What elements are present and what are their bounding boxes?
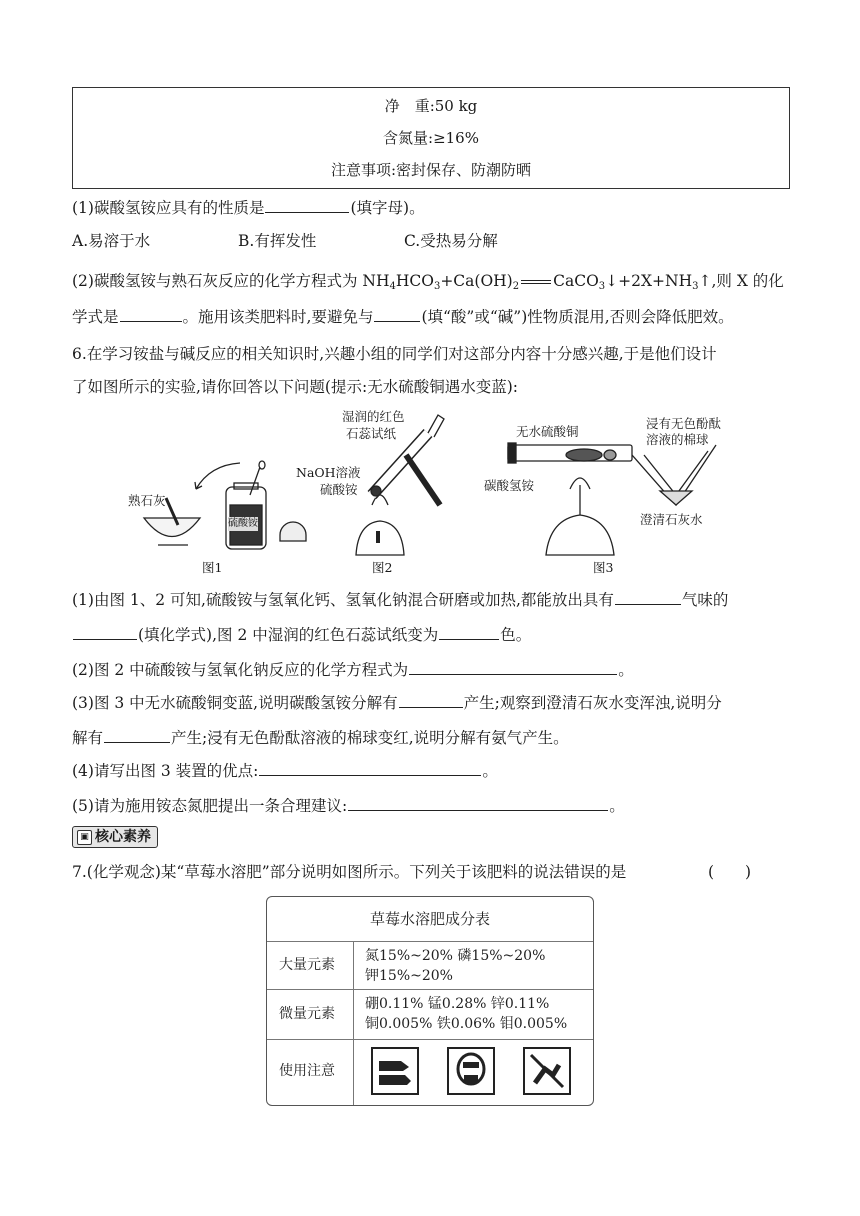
label-limewater: 澄清石灰水 xyxy=(640,512,703,527)
cube-icon: ▣ xyxy=(77,830,92,845)
q6-1-line2: (填化学式),图 2 中湿润的红色石蕊试纸变为 色。 xyxy=(72,624,531,646)
micro-label: 微量元素 xyxy=(279,1006,335,1022)
fertilizer-table xyxy=(266,896,594,1106)
label-phenol-cotton-2: 溶液的棉球 xyxy=(646,432,709,447)
micro-line1: 硼0.11% 锰0.28% 锌0.11% xyxy=(365,996,550,1012)
usage-label: 使用注意 xyxy=(279,1063,335,1079)
label-slaked-lime: 熟石灰 xyxy=(128,493,166,508)
q5-2-line1: (2)碳酸氢铵与熟石灰反应的化学方程式为 $NH_4HCO_3+Ca(OH)_2$ $CaCO_3↓+2X+NH_3↑$,则 X 的化 xyxy=(72,272,784,292)
label-ammonium-sulfate: 硫酸铵 xyxy=(320,482,358,497)
q5-1-option-b: B.有挥发性 xyxy=(238,232,317,250)
macro-label: 大量元素 xyxy=(279,957,335,973)
label-nh4hco3: 碳酸氢铵 xyxy=(484,478,535,493)
q5-1-option-a: A.易溶于水 xyxy=(72,232,151,250)
net-weight: 净 重:50 kg xyxy=(384,97,478,115)
storage-notice: 注意事项:密封保存、防潮防晒 xyxy=(330,161,532,179)
q6-5: (5)请为施用铵态氮肥提出一条合理建议: 。 xyxy=(72,797,625,815)
answer-blank[interactable] xyxy=(120,307,182,322)
fertilizer-label-box xyxy=(72,87,790,189)
figure-2-caption: 图2 xyxy=(372,560,393,575)
answer-blank[interactable] xyxy=(265,198,349,213)
q7-stem: 7.(化学观念)某“草莓水溶肥”部分说明如图所示。下列关于该肥料的说法错误的是 xyxy=(72,863,627,881)
label-phenol-cotton-1: 浸有无色酚酞 xyxy=(646,416,722,431)
q6-3-line2: 解有 产生;浸有无色酚酞溶液的棉球变红,说明分解有氨气产生。 xyxy=(72,729,569,747)
q7-answer-paren[interactable]: ( ) xyxy=(708,863,752,881)
answer-blank[interactable] xyxy=(615,590,681,605)
label-anhydrous-cuso4: 无水硫酸铜 xyxy=(516,424,579,439)
q5-1-stem: (1)碳酸氢铵应具有的性质是 (填字母)。 xyxy=(72,199,425,217)
gloves-icon xyxy=(371,1047,419,1095)
answer-blank[interactable] xyxy=(73,625,137,640)
section-badge: ▣ 核心素养 xyxy=(72,826,158,848)
label-wet-litmus-2: 石蕊试纸 xyxy=(346,426,397,441)
no-touch-icon xyxy=(523,1047,571,1095)
figure-3-caption: 图3 xyxy=(593,560,614,575)
fert-table-title: 草莓水溶肥成分表 xyxy=(369,910,490,928)
q6-intro-1: 6.在学习铵盐与碱反应的相关知识时,兴趣小组的同学们对这部分内容十分感兴趣,于是他们设计 xyxy=(72,345,717,363)
gas-mask-icon xyxy=(447,1047,495,1095)
micro-line2: 铜0.005% 铁0.06% 钼0.005% xyxy=(365,1016,568,1032)
q6-4: (4)请写出图 3 装置的优点: 。 xyxy=(72,762,498,780)
answer-blank[interactable] xyxy=(439,625,499,640)
answer-blank[interactable] xyxy=(348,796,608,811)
label-naoh-solution: NaOH溶液 xyxy=(296,465,361,480)
q6-2: (2)图 2 中硫酸铵与氢氧化钠反应的化学方程式为 。 xyxy=(72,661,634,679)
q6-1-line1: (1)由图 1、2 可知,硫酸铵与氢氧化钙、氢氧化钠混合研磨或加热,都能放出具有 气味的 xyxy=(72,591,729,609)
macro-line2: 钾15%~20% xyxy=(365,968,453,984)
nitrogen-content: 含氮量:≥16% xyxy=(383,129,479,147)
macro-line1: 氮15%~20% 磷15%~20% xyxy=(365,948,546,964)
q6-intro-2: 了如图所示的实验,请你回答以下问题(提示:无水硫酸铜遇水变蓝): xyxy=(72,378,518,396)
q5-2-line2: 学式是 。施用该类肥料时,要避免与 (填“酸”或“碱”)性物质混用,否则会降低肥效。 xyxy=(72,308,734,326)
q5-1-option-c: C.受热易分解 xyxy=(404,232,498,250)
figure-1-caption: 图1 xyxy=(202,560,223,575)
answer-blank[interactable] xyxy=(409,660,617,675)
label-wet-litmus-1: 湿润的红色 xyxy=(342,409,405,424)
answer-blank[interactable] xyxy=(259,761,481,776)
q6-3-line1: (3)图 3 中无水硫酸铜变蓝,说明碳酸氢铵分解有 产生;观察到澄清石灰水变浑浊,说明分 xyxy=(72,694,722,712)
answer-blank[interactable] xyxy=(374,307,420,322)
label-jar-ammonium-sulfate: 硫酸铵 xyxy=(228,518,258,529)
answer-blank[interactable] xyxy=(104,728,170,743)
answer-blank[interactable] xyxy=(399,693,463,708)
